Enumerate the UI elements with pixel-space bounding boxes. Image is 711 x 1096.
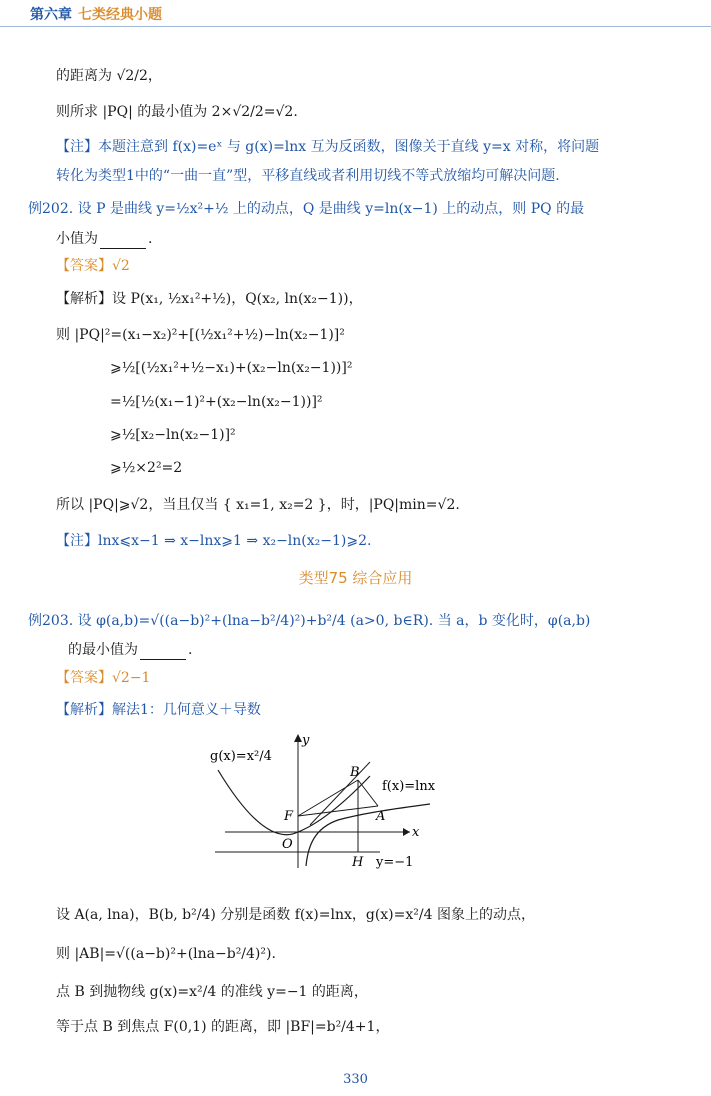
segment-FA: [298, 806, 378, 816]
point-B-label: B: [350, 765, 360, 780]
solution-line: ⩾½[x₂−ln(x₂−1)]²: [110, 427, 236, 443]
note-line: 【注】本题注意到 f(x)=eˣ 与 g(x)=lnx 互为反函数，图像关于直线 y=x 对称，将问题: [56, 139, 600, 155]
text-line: 的距离为 √2/2，: [56, 68, 162, 84]
answer-blank: [140, 645, 186, 660]
chapter-number: 第六章: [30, 7, 72, 23]
example-203-stem: 例203. 设 φ(a,b)=√((a−b)²+(lna−b²/4)²)+b²/4 (a>0, b∈R). 当 a，b 变化时，φ(a,b): [28, 613, 591, 629]
solution-line: 点 B 到抛物线 g(x)=x²/4 的准线 y=−1 的距离，: [56, 984, 368, 1000]
text-line: 则所求 |PQ| 的最小值为 2×√2/2=√2.: [56, 104, 298, 120]
solution-line: 则 |PQ|²=(x₁−x₂)²+[(½x₁²+½)−ln(x₂−1)]²: [56, 327, 345, 343]
note-line: 【注】lnx⩽x−1 ⇒ x−lnx⩾1 ⇒ x₂−ln(x₂−1)⩾2.: [56, 533, 372, 549]
point-A-label: A: [376, 809, 386, 824]
solution-line: =½[½(x₁−1)²+(x₂−ln(x₂−1))]²: [110, 394, 323, 410]
example-203-stem-cont: 的最小值为 .: [68, 642, 193, 658]
f-label: f(x)=lnx: [382, 779, 436, 794]
note-line: 转化为类型1中的“一曲一直”型，平移直线或者利用切线不等式放缩均可解决问题.: [56, 168, 560, 184]
directrix-label: y=−1: [376, 855, 414, 870]
chapter-header: [30, 4, 162, 24]
answer-blank: [100, 234, 146, 249]
answer-line: 【答案】√2: [56, 258, 130, 274]
segment-FB: [298, 780, 358, 816]
solution-line: 等于点 B 到焦点 F(0,1) 的距离，即 |BF|=b²/4+1，: [56, 1019, 390, 1035]
header-rule: [0, 26, 711, 27]
y-axis-arrow: [294, 734, 302, 742]
origin-label: O: [282, 837, 293, 852]
answer-line: 【答案】√2−1: [56, 670, 151, 686]
solution-line: 则 |AB|=√((a−b)²+(lna−b²/4)²).: [56, 946, 276, 962]
parabola-curve: [218, 770, 370, 835]
solution-line: 所以 |PQ|⩾√2，当且仅当 { x₁=1, x₂=2 }，时，|PQ|min=√2.: [56, 497, 460, 513]
tangent-line: [310, 762, 370, 825]
solution-line: ⩾½[(½x₁²+½−x₁)+(x₂−ln(x₂−1))]²: [110, 360, 353, 376]
chapter-title: 七类经典小题: [78, 7, 162, 23]
solution-line: ⩾½×2²=2: [110, 460, 183, 476]
function-graph-figure: [210, 730, 460, 870]
g-label: g(x)=x²/4: [210, 749, 272, 764]
x-axis-label: x: [412, 825, 420, 840]
y-axis-label: y: [302, 733, 310, 748]
segment-BA: [358, 780, 378, 806]
solution-heading: 【解析】解法1：几何意义＋导数: [56, 702, 261, 718]
page-number: 330: [343, 1072, 368, 1087]
section-title: 类型75 综合应用: [298, 569, 413, 587]
point-F-label: F: [284, 809, 294, 824]
solution-line: 【解析】设 P(x₁, ½x₁²+½)，Q(x₂, ln(x₂−1))，: [56, 291, 363, 307]
example-202-stem: 例202. 设 P 是曲线 y=½x²+½ 上的动点，Q 是曲线 y=ln(x−1) 上的动点，则 PQ 的最: [28, 201, 585, 217]
example-202-stem-cont: 小值为 .: [56, 231, 153, 247]
solution-line: 设 A(a, lna)，B(b, b²/4) 分别是函数 f(x)=lnx，g(x)=x²/4 图象上的动点，: [56, 907, 535, 923]
x-axis-arrow: [403, 828, 410, 836]
point-H-label: H: [352, 855, 364, 870]
